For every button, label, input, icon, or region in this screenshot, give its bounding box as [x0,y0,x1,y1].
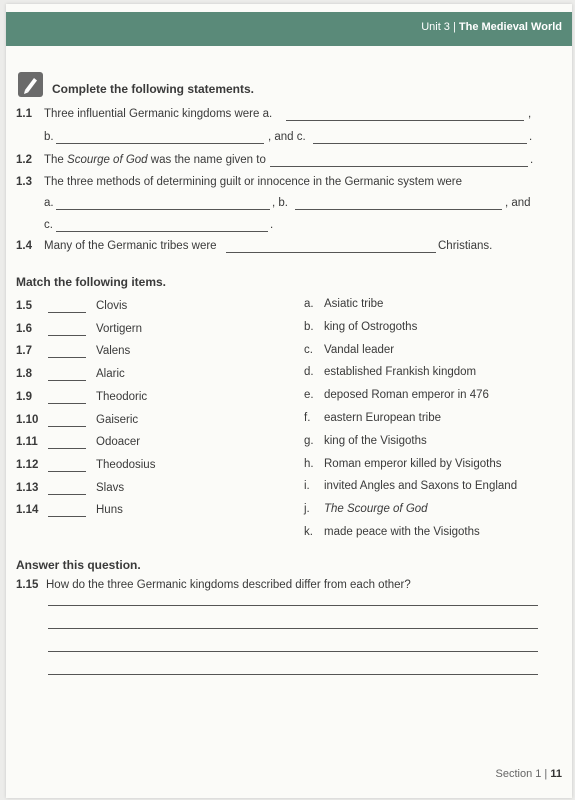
match-option-letter: a. [304,298,314,310]
match-answer-blank[interactable] [48,380,86,381]
answer-blank-1-2[interactable] [270,166,528,167]
punctuation: , [528,108,532,120]
match-answer-blank[interactable] [48,448,86,449]
page-number: 11 [550,768,562,780]
match-answer-blank[interactable] [48,426,86,427]
match-answer-blank[interactable] [48,357,86,358]
match-option-text: king of Ostrogoths [324,320,418,333]
answer-blank-1-1b[interactable] [56,143,264,144]
match-term: Clovis [96,300,128,312]
match-item-number: 1.8 [16,368,32,381]
match-option-letter: d. [304,366,314,379]
section-heading-complete: Complete the following statements. [52,82,255,96]
question-text: Three influential Germanic kingdoms were a. [44,108,273,120]
match-item-number: 1.6 [16,322,32,335]
match-answer-blank[interactable] [48,312,86,313]
question-text: The three methods of determining guilt or innocence in the Germanic system were [44,176,463,188]
blank-label-a: a. [44,197,54,209]
answer-blank-1-1c[interactable] [313,143,527,144]
question-number: 1.1 [16,108,32,120]
match-option-letter: b. [304,320,314,333]
match-item-number: 1.5 [16,300,32,312]
match-term: Vortigern [96,322,143,335]
punctuation: . [529,131,533,143]
unit-header [421,21,562,33]
blank-label-b: b. [44,131,54,143]
question-text: Many of the Germanic tribes were [44,240,217,252]
question-text: How do the three Germanic kingdoms described differ from each other? [46,579,411,591]
match-answer-blank[interactable] [48,471,86,472]
question-text-post: was the name given to [150,154,266,166]
match-option-text: eastern European tribe [324,412,441,424]
answer-blank-1-1a[interactable] [286,120,524,121]
match-option-text: established Frankish kingdom [324,366,477,379]
section-heading-answer: Answer this question. [16,558,141,572]
match-term: Gaiseric [96,413,139,426]
question-text-pre: The [44,154,64,166]
match-term: Theodosius [96,458,156,471]
match-item-number: 1.14 [16,504,39,517]
match-option-text: made peace with the Visigoths [324,526,480,538]
answer-line[interactable] [48,605,538,606]
answer-line[interactable] [48,674,538,675]
match-term: Alaric [96,368,125,381]
match-answer-blank[interactable] [48,335,86,336]
match-option-letter: j. [304,503,310,516]
match-option-text: The Scourge of God [324,503,428,516]
match-item-number: 1.9 [16,390,32,403]
match-answer-blank[interactable] [48,516,86,517]
unit-title: The Medieval World [458,21,562,33]
unit-label: Unit 3 | [421,21,459,33]
blank-label-c: c. [44,219,53,231]
match-option-letter: i. [304,480,310,493]
connector-and: , and [505,197,531,209]
answer-blank-1-4[interactable] [226,252,436,253]
question-number: 1.3 [16,176,32,188]
match-answer-blank[interactable] [48,403,86,404]
punctuation: . [270,219,274,231]
footer-section: Section 1 | [495,768,548,780]
match-option-text: Roman emperor killed by Visigoths [324,457,502,470]
match-item-number: 1.10 [16,413,39,426]
question-number: 1.2 [16,154,32,166]
answer-blank-1-3b[interactable] [295,209,502,210]
match-option-text: Asiatic tribe [324,298,384,310]
match-option-letter: k. [304,526,313,538]
match-term: Odoacer [96,436,141,449]
match-option-letter: g. [304,434,314,447]
match-item-number: 1.7 [16,345,32,358]
answer-line[interactable] [48,628,538,629]
question-text [44,154,266,166]
match-option-text: king of the Visigoths [324,434,427,447]
match-term: Theodoric [96,390,148,403]
match-term: Huns [96,504,123,517]
section-heading-match: Match the following items. [16,275,167,289]
match-item-number: 1.11 [16,436,38,449]
match-item-number: 1.12 [16,458,39,471]
question-text-end: Christians. [438,240,493,252]
pencil-icon [18,72,43,97]
worksheet-page [6,4,572,798]
question-number: 1.4 [16,240,32,252]
match-option-text: invited Angles and Saxons to England [324,480,518,493]
match-option-text: deposed Roman emperor in 476 [324,389,489,402]
match-option-letter: c. [304,343,313,356]
answer-blank-1-3c[interactable] [56,231,268,232]
unit-header-bar [6,12,572,46]
blank-label-c: , and c. [268,131,306,143]
match-option-letter: f. [304,412,311,424]
match-item-number: 1.13 [16,481,39,494]
page-footer [496,768,562,780]
question-number: 1.15 [16,579,39,591]
punctuation: . [530,154,534,166]
match-term: Slavs [96,481,125,494]
answer-blank-1-3a[interactable] [56,209,270,210]
match-option-text: Vandal leader [324,343,395,356]
match-option-letter: e. [304,389,314,402]
match-term: Valens [96,345,131,358]
match-answer-blank[interactable] [48,494,86,495]
blank-label-b: , b. [272,197,288,209]
question-text-italic: Scourge of God [67,154,148,166]
match-option-letter: h. [304,457,314,470]
answer-line[interactable] [48,651,538,652]
